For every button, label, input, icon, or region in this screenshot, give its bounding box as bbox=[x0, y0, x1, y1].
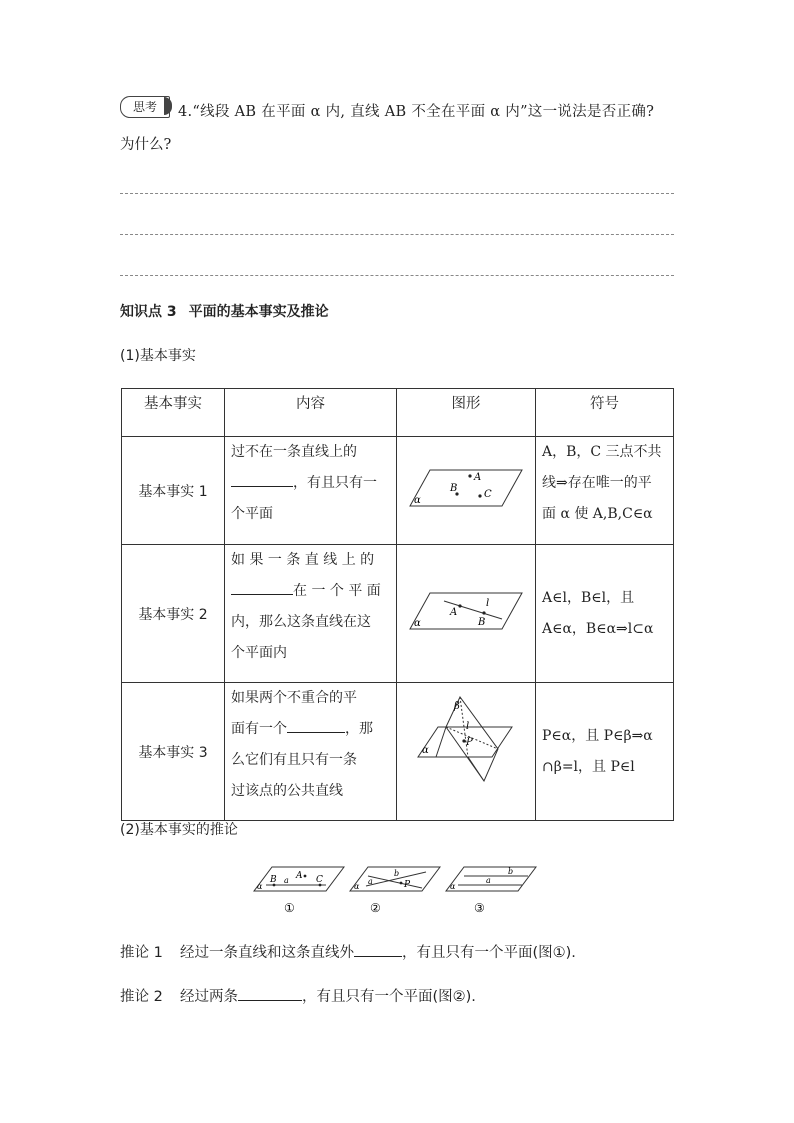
badge-tab bbox=[164, 97, 172, 115]
part2-title: (2)基本事实的推论 bbox=[120, 822, 238, 838]
content-line: 内，那么这条直线在这 bbox=[231, 614, 371, 630]
corollary-figure-2 bbox=[350, 867, 440, 915]
label-C: C bbox=[316, 875, 323, 885]
symbol-line: ∩β=l，且 P∈l bbox=[542, 758, 635, 775]
content-line: 如果两个不重合的平 bbox=[231, 690, 357, 706]
corollary-text: 经过一条直线和这条直线外 bbox=[180, 945, 354, 961]
content-text: 面有一个 bbox=[231, 721, 287, 737]
symbol-line: 线⇒存在唯一的平 bbox=[542, 475, 652, 491]
corollary-figures bbox=[250, 864, 546, 920]
corollary-label: 推论 1 bbox=[120, 945, 163, 961]
plane-three-points-figure bbox=[406, 464, 526, 514]
symbol-line: P∈α，且 P∈β⇒α bbox=[542, 727, 653, 744]
fact-figure bbox=[397, 545, 536, 683]
label-C: C bbox=[484, 488, 492, 500]
label-B: B bbox=[270, 875, 277, 885]
answer-line-1[interactable] bbox=[120, 193, 674, 194]
header-content: 内容 bbox=[225, 389, 397, 437]
figure-number-2: ② bbox=[370, 901, 381, 915]
fact-figure bbox=[397, 683, 536, 821]
content-line bbox=[231, 714, 390, 745]
fill-blank[interactable] bbox=[231, 580, 293, 595]
label-l: l bbox=[466, 720, 470, 732]
label-P: P bbox=[404, 880, 411, 890]
content-line bbox=[231, 468, 390, 499]
fact-name: 基本事实 1 bbox=[122, 437, 225, 545]
corollary-figure-1 bbox=[254, 867, 344, 915]
section-heading bbox=[120, 301, 329, 321]
label-B: B bbox=[478, 616, 486, 628]
symbol-line: A∈l，B∈l，且 bbox=[542, 589, 635, 606]
fill-blank[interactable] bbox=[231, 472, 293, 487]
fact-symbol bbox=[536, 545, 674, 683]
content-line: 如 果 一 条 直 线 上 的 bbox=[231, 552, 375, 568]
label-alpha: α bbox=[257, 882, 263, 891]
corollary-text: 经过两条 bbox=[180, 989, 238, 1005]
fact-content bbox=[225, 683, 397, 821]
think-badge-label: 思考 bbox=[120, 96, 170, 118]
two-planes-figure bbox=[416, 691, 516, 809]
content-line: 么它们有且只有一条 bbox=[231, 752, 357, 768]
label-A: A bbox=[474, 471, 482, 483]
corollary-text: ，有且只有一个平面(图①). bbox=[402, 945, 576, 961]
content-line: 个平面内 bbox=[231, 645, 287, 661]
label-alpha: α bbox=[354, 882, 360, 891]
label-beta: β bbox=[454, 700, 460, 712]
question-line-2: 为什么? bbox=[120, 137, 172, 153]
fact-symbol bbox=[536, 683, 674, 821]
plane-line-figure bbox=[406, 587, 526, 637]
fact-symbol bbox=[536, 437, 674, 545]
label-B: B bbox=[450, 482, 458, 494]
label-alpha: α bbox=[422, 744, 429, 756]
fact-content bbox=[225, 545, 397, 683]
fill-blank[interactable] bbox=[238, 986, 302, 1001]
label-A: A bbox=[296, 871, 303, 881]
fact-content bbox=[225, 437, 397, 545]
label-alpha: α bbox=[414, 494, 421, 506]
content-line: 个平面 bbox=[231, 506, 273, 522]
content-text: 在 一 个 平 面 bbox=[293, 583, 381, 599]
fill-blank[interactable] bbox=[287, 718, 345, 733]
corollary-2 bbox=[120, 985, 476, 1006]
question-line-1: 4.“线段 AB 在平面 α 内, 直线 AB 不全在平面 α 内”这一说法是否正确? bbox=[178, 104, 655, 120]
content-line: 过该点的公共直线 bbox=[231, 783, 343, 799]
content-line: 过不在一条直线上的 bbox=[231, 444, 357, 460]
section-number: 知识点 3 bbox=[120, 304, 177, 320]
content-text: ，那 bbox=[345, 721, 373, 737]
part1-title: (1)基本事实 bbox=[120, 348, 196, 364]
symbol-line: 面 α 使 A,B,C∈α bbox=[542, 506, 653, 522]
header-name: 基本事实 bbox=[122, 389, 225, 437]
fact-name: 基本事实 2 bbox=[122, 545, 225, 683]
symbol-line: A，B，C 三点不共 bbox=[542, 444, 662, 460]
label-b: b bbox=[394, 869, 400, 878]
corollary-figure-3 bbox=[446, 867, 536, 915]
facts-table bbox=[121, 388, 674, 821]
content-text: ，有且只有一 bbox=[293, 475, 377, 491]
fact-name: 基本事实 3 bbox=[122, 683, 225, 821]
label-a: a bbox=[368, 877, 373, 886]
answer-line-3[interactable] bbox=[120, 275, 674, 276]
answer-line-2[interactable] bbox=[120, 234, 674, 235]
label-l: l bbox=[486, 597, 490, 609]
header-symbol: 符号 bbox=[536, 389, 674, 437]
label-alpha: α bbox=[414, 617, 421, 629]
think-badge bbox=[120, 96, 172, 116]
table-row bbox=[122, 437, 674, 545]
corollary-text: ，有且只有一个平面(图②). bbox=[302, 989, 476, 1005]
label-alpha: α bbox=[450, 882, 456, 891]
label-A: A bbox=[450, 606, 458, 618]
label-P: P bbox=[466, 736, 473, 748]
label-a: a bbox=[486, 876, 491, 885]
table-header-row bbox=[122, 389, 674, 437]
figure-number-3: ③ bbox=[474, 901, 485, 915]
content-line bbox=[231, 576, 390, 607]
fact-figure bbox=[397, 437, 536, 545]
label-b: b bbox=[508, 867, 514, 876]
label-a: a bbox=[284, 876, 289, 885]
header-figure: 图形 bbox=[397, 389, 536, 437]
figure-number-1: ① bbox=[284, 901, 295, 915]
section-title: 平面的基本事实及推论 bbox=[188, 304, 329, 320]
corollary-label: 推论 2 bbox=[120, 989, 163, 1005]
table-row bbox=[122, 683, 674, 821]
corollary-1 bbox=[120, 941, 576, 962]
fill-blank[interactable] bbox=[354, 942, 402, 957]
symbol-line: A∈α，B∈α⇒l⊂α bbox=[542, 620, 654, 637]
table-row bbox=[122, 545, 674, 683]
